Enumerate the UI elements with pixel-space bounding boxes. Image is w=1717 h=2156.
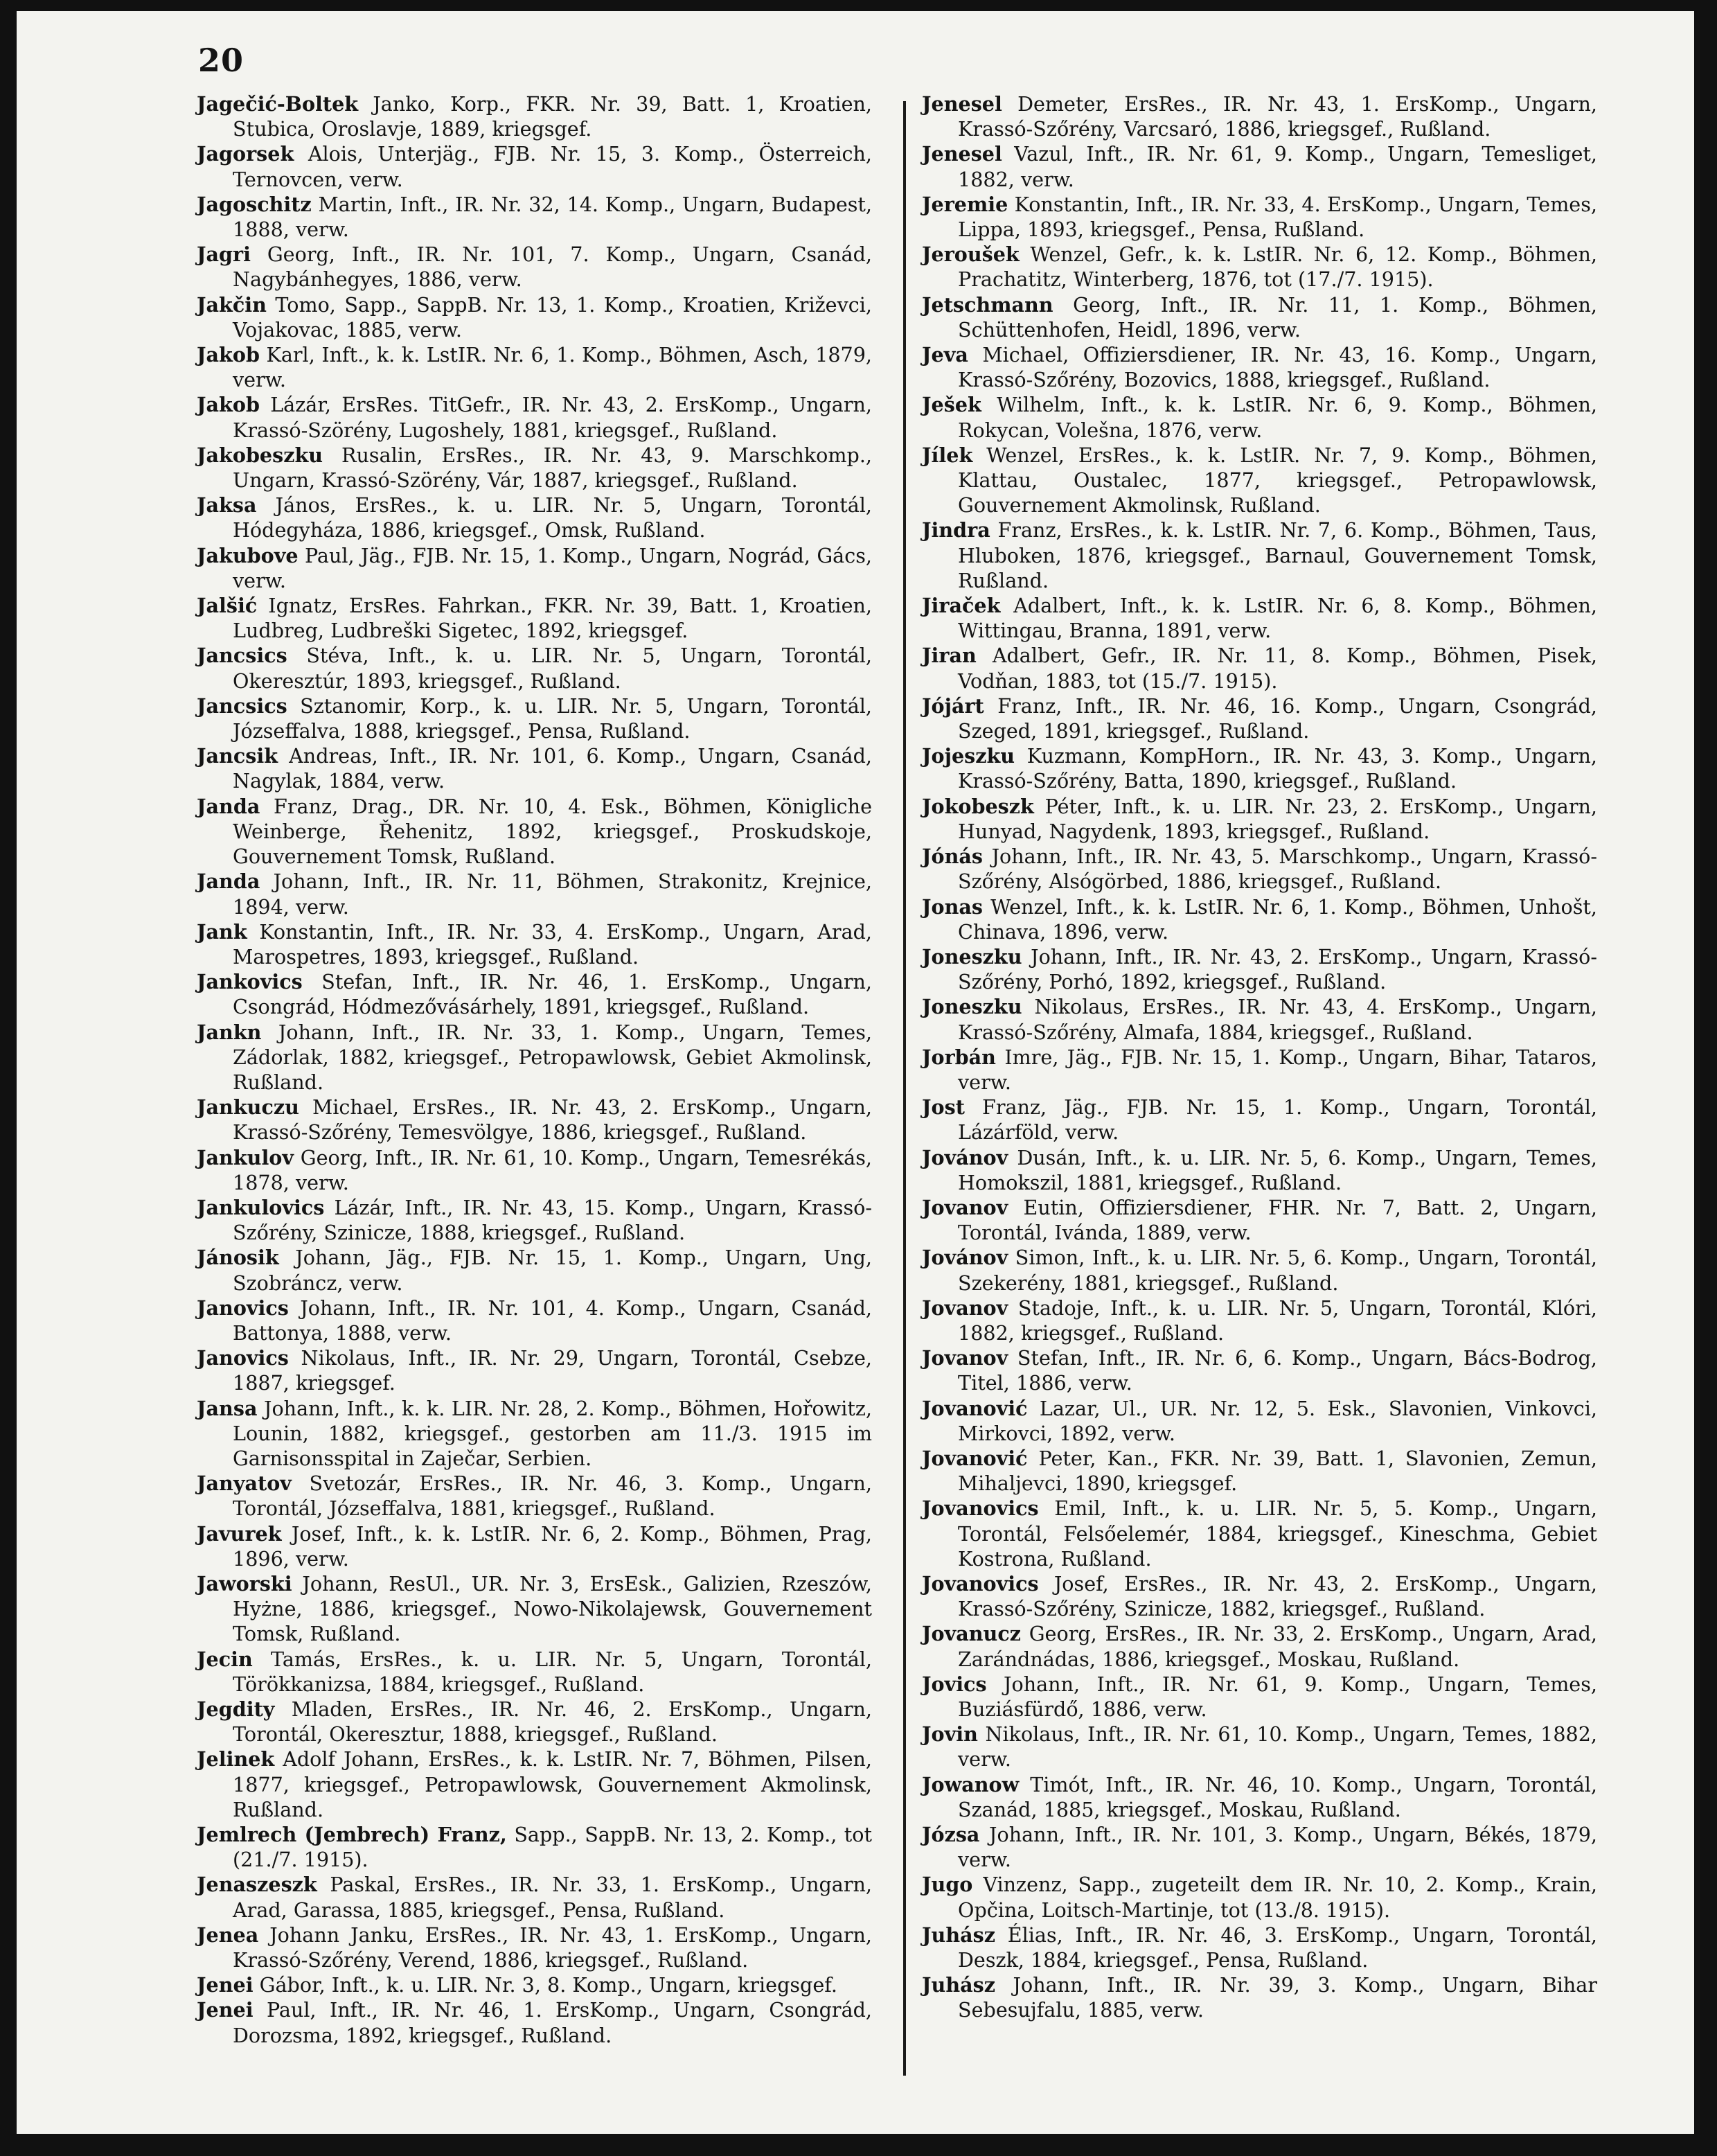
entry-details: Eutin, Offiziersdiener, FHR. Nr. 7, Batt. 2, Ungarn, Torontál, Ivánda, 1889, verw.	[958, 1195, 1598, 1245]
register-entry	[197, 643, 872, 693]
register-entry	[197, 869, 872, 919]
entry-surname: Jovanovics	[922, 1496, 1039, 1521]
register-entry	[922, 292, 1597, 342]
register-entry	[922, 392, 1597, 442]
register-entry	[922, 1345, 1597, 1395]
register-entry	[197, 141, 872, 191]
register-entry	[197, 919, 872, 969]
entry-details: Johann, ResUl., UR. Nr. 3, ErsEsk., Galizien, Rzeszów, Hyżne, 1886, kriegsgef., Nowo-Nikolajewsk, Gouvernement Tomsk, Rußland.	[233, 1571, 872, 1646]
register-entry	[922, 1772, 1597, 1822]
register-entry	[197, 1997, 872, 2047]
register-entry	[197, 543, 872, 593]
entry-surname: Jakob	[197, 393, 260, 417]
entry-surname: Jancsik	[197, 744, 278, 768]
entry-surname: Jovanovics	[922, 1571, 1039, 1596]
entry-surname: Jovin	[922, 1722, 978, 1747]
register-entry	[197, 1571, 872, 1647]
right-column	[922, 91, 1597, 2023]
entry-surname: Jindra	[922, 518, 990, 542]
entry-surname: Ješek	[922, 393, 981, 417]
register-entry	[922, 91, 1597, 141]
entry-details: Franz, Drag., DR. Nr. 10, 4. Esk., Böhmen, Königliche Weinberge, Řehenitz, 1892, kriegsgef., Proskudskoje, Gouvernement Tomsk, Rußland.	[233, 794, 872, 869]
entry-details: Georg, Inft., IR. Nr. 101, 7. Komp., Ungarn, Csanád, Nagybánhegyes, 1886, verw.	[233, 242, 873, 292]
entry-details: Adalbert, Inft., k. k. LstIR. Nr. 6, 8. Komp., Böhmen, Wittingau, Branna, 1891, verw.	[958, 594, 1597, 643]
entry-details: Simon, Inft., k. u. LIR. Nr. 5, 6. Komp., Ungarn, Torontál, Szekerény, 1881, kriegsgef., Rußland.	[958, 1246, 1597, 1295]
entry-surname: Jelinek	[197, 1747, 275, 1771]
register-entry	[922, 518, 1597, 593]
entry-surname: Joneszku	[922, 995, 1022, 1019]
register-entry	[922, 1872, 1597, 1922]
entry-details: János, ErsRes., k. u. LIR. Nr. 5, Ungarn, Torontál, Hódegyháza, 1886, kriegsgef., Omsk, Rußland.	[233, 493, 872, 542]
register-entry	[197, 1396, 872, 1472]
register-entry	[197, 1345, 872, 1395]
entry-details: Johann, Inft., IR. Nr. 101, 4. Komp., Ungarn, Csanád, Battonya, 1888, verw.	[233, 1296, 872, 1345]
register-entry	[197, 1822, 872, 1872]
entry-surname: Jánosik	[197, 1246, 279, 1270]
entry-details: Dusán, Inft., k. u. LIR. Nr. 5, 6. Komp., Ungarn, Temes, Homokszil, 1881, kriegsgef., Rußland.	[958, 1145, 1597, 1194]
register-entry	[922, 1972, 1597, 2022]
register-entry	[197, 1095, 872, 1145]
entry-details: Lazar, Ul., UR. Nr. 12, 5. Esk., Slavonien, Vinkovci, Mirkovci, 1892, verw.	[958, 1396, 1597, 1445]
entry-surname: Janda	[197, 869, 260, 894]
register-entry	[197, 1020, 872, 1095]
entry-details: Johann, Inft., IR. Nr. 61, 9. Komp., Ungarn, Temes, Buziásfürdő, 1886, verw.	[958, 1672, 1597, 1721]
register-entry	[197, 593, 872, 643]
entry-surname: Jovanović	[922, 1446, 1028, 1470]
entry-surname: Jenesel	[922, 92, 1002, 116]
entry-surname: Jaksa	[197, 493, 257, 518]
entry-details: Josef, Inft., k. k. LstIR. Nr. 6, 2. Komp., Böhmen, Prag, 1896, verw.	[233, 1521, 872, 1571]
register-entry	[922, 994, 1597, 1044]
entry-surname: Janyatov	[197, 1472, 292, 1496]
register-entry	[197, 242, 872, 292]
register-entry	[922, 1095, 1597, 1145]
entry-details: Emil, Inft., k. u. LIR. Nr. 5, 5. Komp., Ungarn, Torontál, Felsőelemér, 1884, kriegsgef., Kineschma, Gebiet Kostrona, Rußland.	[958, 1496, 1598, 1571]
entry-details: Paskal, ErsRes., IR. Nr. 33, 1. ErsKomp., Ungarn, Arad, Garassa, 1885, kriegsgef., Pensa, Rußland.	[233, 1873, 873, 1922]
register-entry	[197, 1245, 872, 1295]
entry-details: Wilhelm, Inft., k. k. LstIR. Nr. 6, 9. Komp., Böhmen, Rokycan, Volešna, 1876, verw.	[958, 393, 1598, 442]
register-entry	[197, 1872, 872, 1922]
entry-surname: Jagečić-Boltek	[197, 92, 359, 116]
entry-details: Péter, Inft., k. u. LIR. Nr. 23, 2. ErsKomp., Ungarn, Hunyad, Nagydenk, 1893, kriegsgef., Rußland.	[958, 794, 1597, 843]
entry-details: Lázár, ErsRes. TitGefr., IR. Nr. 43, 2. ErsKomp., Ungarn, Krassó-Szörény, Lugoshely, 1881, kriegsgef., Rußland.	[233, 393, 873, 442]
entry-surname: Jakob	[197, 343, 260, 367]
register-entry	[197, 794, 872, 869]
entry-surname: Jovanović	[922, 1396, 1028, 1420]
entry-surname: Jankuczu	[197, 1095, 299, 1120]
entry-details: Lázár, Inft., IR. Nr. 43, 15. Komp., Ungarn, Krassó-Szőrény, Szinicze, 1888, kriegsgef., Rußland.	[233, 1195, 872, 1245]
entry-details: Andreas, Inft., IR. Nr. 101, 6. Komp., Ungarn, Csanád, Nagylak, 1884, verw.	[233, 744, 872, 793]
entry-surname: Javurek	[197, 1521, 282, 1546]
register-entry	[922, 1296, 1597, 1345]
entry-details: Ignatz, ErsRes. Fahrkan., FKR. Nr. 39, Batt. 1, Kroatien, Ludbreg, Ludbreški Sigetec, 1892, kriegsgef.	[233, 594, 873, 643]
entry-surname: Jovanov	[922, 1195, 1008, 1219]
entry-surname: Janovics	[197, 1296, 289, 1320]
entry-details: Josef, ErsRes., IR. Nr. 43, 2. ErsKomp., Ungarn, Krassó-Szőrény, Szinicze, 1882, kriegsgef., Rußland.	[958, 1571, 1597, 1621]
entry-surname: Jagoschitz	[197, 192, 312, 216]
register-entry	[197, 1747, 872, 1822]
entry-details: Tomo, Sapp., SappB. Nr. 13, 1. Komp., Kroatien, Križevci, Vojakovac, 1885, verw.	[233, 292, 872, 342]
entry-details: Stadoje, Inft., k. u. LIR. Nr. 5, Ungarn, Torontál, Klóri, 1882, kriegsgef., Rußland.	[958, 1296, 1598, 1345]
register-entry	[197, 1145, 872, 1195]
register-entry	[197, 1647, 872, 1697]
entry-details: Johann, Inft., IR. Nr. 101, 3. Komp., Ungarn, Békés, 1879, verw.	[958, 1823, 1597, 1872]
entry-surname: Jegdity	[197, 1697, 275, 1721]
page-number: 20	[198, 42, 244, 79]
entry-details: Franz, ErsRes., k. k. LstIR. Nr. 7, 6. Komp., Böhmen, Taus, Hluboken, 1876, kriegsgef., Barnaul, Gouvernement Tomsk, Rußland.	[958, 518, 1598, 592]
entry-details: Johann, Inft., IR. Nr. 43, 5. Marschkomp., Ungarn, Krassó-Szőrény, Alsógörbed, 1886, kriegsgef., Rußland.	[958, 845, 1597, 894]
register-entry	[922, 944, 1597, 994]
register-entry	[197, 91, 872, 141]
entry-surname: Jakobeszku	[197, 443, 323, 467]
register-entry	[922, 894, 1597, 944]
register-entry	[922, 794, 1597, 844]
entry-details: Janko, Korp., FKR. Nr. 39, Batt. 1, Kroatien, Stubica, Oroslavje, 1889, kriegsgef.	[233, 92, 872, 141]
entry-surname: Jorbán	[922, 1045, 996, 1069]
register-entry	[197, 292, 872, 342]
entry-details: Timót, Inft., IR. Nr. 46, 10. Komp., Ungarn, Torontál, Szanád, 1885, kriegsgef., Moskau, Rußland.	[958, 1772, 1597, 1821]
register-entry	[197, 443, 872, 493]
entry-surname: Jagri	[197, 242, 251, 267]
entry-details: Konstantin, Inft., IR. Nr. 33, 4. ErsKomp., Ungarn, Arad, Marospetres, 1893, kriegsgef., Rußland.	[233, 919, 873, 969]
register-entry	[197, 1195, 872, 1245]
register-entry	[922, 593, 1597, 643]
entry-details: Alois, Unterjäg., FJB. Nr. 15, 3. Komp., Österreich, Ternovcen, verw.	[233, 142, 873, 191]
entry-surname: Janovics	[197, 1346, 289, 1370]
register-entry	[197, 1296, 872, 1345]
register-entry	[197, 1521, 872, 1571]
entry-details: Johann, Inft., IR. Nr. 43, 2. ErsKomp., Ungarn, Krassó-Szőrény, Porhó, 1892, kriegsgef., Rußland.	[958, 944, 1597, 994]
register-entry	[922, 1923, 1597, 1972]
register-entry	[922, 1672, 1597, 1722]
entry-details: Nikolaus, ErsRes., IR. Nr. 43, 4. ErsKomp., Ungarn, Krassó-Szőrény, Almafa, 1884, kriegsgef., Rußland.	[958, 995, 1598, 1044]
entry-details: Franz, Jäg., FJB. Nr. 15, 1. Komp., Ungarn, Torontál, Lázárföld, verw.	[958, 1095, 1597, 1145]
entry-details: Peter, Kan., FKR. Nr. 39, Batt. 1, Slavonien, Zemun, Mihaljevci, 1890, kriegsgef.	[958, 1446, 1598, 1496]
entry-surname: Jakubove	[197, 543, 299, 567]
register-entry	[922, 1822, 1597, 1872]
entry-details: Johann, Inft., k. k. LIR. Nr. 28, 2. Komp., Böhmen, Hořowitz, Lounin, 1882, kriegsgef., gestorben am 11./3. 1915 im Garnisonsspital in Zaječar, Serbien.	[233, 1396, 872, 1470]
entry-surname: Jenesel	[922, 142, 1002, 166]
register-entry	[197, 1923, 872, 1972]
entry-surname: Jalšić	[197, 594, 258, 618]
entry-surname: Jowanow	[922, 1772, 1020, 1796]
entry-surname: Jemlrech (Jembrech) Franz,	[197, 1823, 507, 1847]
entry-surname: Jecin	[197, 1647, 253, 1671]
entry-details: Georg, Inft., IR. Nr. 11, 1. Komp., Böhmen, Schüttenhofen, Heidl, 1896, verw.	[958, 292, 1597, 342]
entry-surname: Juhász	[922, 1923, 995, 1947]
entry-details: Sapp., SappB. Nr. 13, 2. Komp., tot (21./7. 1915).	[233, 1823, 873, 1872]
entry-surname: Jaworski	[197, 1571, 292, 1596]
entry-details: Mladen, ErsRes., IR. Nr. 46, 2. ErsKomp., Ungarn, Torontál, Okeresztur, 1888, kriegsgef., Rußland.	[233, 1697, 872, 1747]
entry-surname: Jovanov	[922, 1296, 1008, 1320]
entry-details: Wenzel, Inft., k. k. LstIR. Nr. 6, 1. Komp., Böhmen, Unhošt, Chinava, 1896, verw.	[958, 894, 1597, 944]
entry-details: Adalbert, Gefr., IR. Nr. 11, 8. Komp., Böhmen, Pisek, Vodňan, 1883, tot (15./7. 1915).	[958, 644, 1597, 693]
entry-details: Johann, Jäg., FJB. Nr. 15, 1. Komp., Ungarn, Ung, Szobráncz, verw.	[233, 1246, 872, 1295]
register-entry	[922, 643, 1597, 693]
entry-surname: Jojeszku	[922, 744, 1015, 768]
register-entry	[197, 969, 872, 1019]
entry-surname: Jílek	[922, 443, 973, 467]
entry-details: Stéva, Inft., k. u. LIR. Nr. 5, Ungarn, Torontál, Okeresztúr, 1893, kriegsgef., Rußland.	[233, 644, 872, 693]
entry-details: Wenzel, Gefr., k. k. LstIR. Nr. 6, 12. Komp., Böhmen, Prachatitz, Winterberg, 1876, tot (17./7. 1915).	[958, 242, 1598, 292]
entry-details: Paul, Jäg., FJB. Nr. 15, 1. Komp., Ungarn, Nográd, Gács, verw.	[233, 543, 873, 592]
register-entry	[197, 1697, 872, 1747]
register-entry	[922, 1571, 1597, 1621]
entry-details: Johann, Inft., IR. Nr. 11, Böhmen, Strakonitz, Krejnice, 1894, verw.	[233, 869, 872, 919]
entry-details: Kuzmann, KompHorn., IR. Nr. 43, 3. Komp., Ungarn, Krassó-Szőrény, Batta, 1890, kriegsgef., Rußland.	[958, 744, 1597, 793]
entry-details: Tamás, ErsRes., k. u. LIR. Nr. 5, Ungarn, Torontál, Törökkanizsa, 1884, kriegsgef., Rußland.	[233, 1647, 872, 1696]
entry-details: Georg, ErsRes., IR. Nr. 33, 2. ErsKomp., Ungarn, Arad, Zarándnádas, 1886, kriegsgef., Moskau, Rußland.	[958, 1622, 1597, 1671]
column-divider	[903, 101, 906, 2076]
entry-surname: Jost	[922, 1095, 965, 1120]
register-entry	[922, 1045, 1597, 1095]
entry-surname: Jovanucz	[922, 1622, 1021, 1646]
entry-details: Johann, Inft., IR. Nr. 39, 3. Komp., Ungarn, Bihar Sebesujfalu, 1885, verw.	[958, 1973, 1597, 2022]
entry-surname: Janda	[197, 794, 260, 818]
entry-surname: Jokobeszk	[922, 794, 1034, 818]
entry-details: Franz, Inft., IR. Nr. 46, 16. Komp., Ungarn, Csongrád, Szeged, 1891, kriegsgef., Rußland.	[958, 693, 1597, 743]
register-entry	[197, 192, 872, 242]
entry-surname: Jiraček	[922, 594, 1001, 618]
entry-surname: Jenei	[197, 1998, 253, 2022]
entry-surname: Jovánov	[922, 1246, 1008, 1270]
register-entry	[922, 1621, 1597, 1671]
register-entry	[922, 242, 1597, 292]
entry-surname: Jankulovics	[197, 1195, 325, 1219]
entry-surname: Jonas	[922, 894, 984, 919]
entry-surname: Jeroušek	[922, 242, 1020, 267]
register-entry	[922, 743, 1597, 793]
entry-details: Svetozár, ErsRes., IR. Nr. 46, 3. Komp., Ungarn, Torontál, Józseffalva, 1881, kriegsgef., Rußland.	[233, 1472, 872, 1521]
entry-surname: Jenei	[197, 1973, 253, 1997]
entry-details: Karl, Inft., k. k. LstIR. Nr. 6, 1. Komp., Böhmen, Asch, 1879, verw.	[233, 343, 873, 392]
entry-details: Rusalin, ErsRes., IR. Nr. 43, 9. Marschkomp., Ungarn, Krassó-Szörény, Vár, 1887, kriegsgef., Rußland.	[233, 443, 872, 493]
entry-surname: Jancsics	[197, 693, 287, 718]
entry-surname: Jankovics	[197, 970, 303, 994]
register-entry	[922, 693, 1597, 743]
entry-surname: Jansa	[197, 1396, 258, 1420]
document-page	[17, 11, 1694, 2134]
register-entry	[197, 392, 872, 442]
entry-details: Élias, Inft., IR. Nr. 46, 3. ErsKomp., Ungarn, Torontál, Deszk, 1884, kriegsgef., Pensa, Rußland.	[958, 1923, 1597, 1972]
entry-surname: Jeremie	[922, 192, 1008, 216]
entry-details: Nikolaus, Inft., IR. Nr. 29, Ungarn, Torontál, Csebze, 1887, kriegsgef.	[233, 1346, 872, 1395]
register-entry	[922, 1245, 1597, 1295]
register-entry	[197, 743, 872, 793]
register-entry	[922, 1722, 1597, 1771]
entry-surname: Jeva	[922, 343, 968, 367]
entry-surname: Jankulov	[197, 1145, 294, 1169]
entry-details: Adolf Johann, ErsRes., k. k. LstIR. Nr. 7, Böhmen, Pilsen, 1877, kriegsgef., Petropawlowsk, Gouvernement Akmolinsk, Rußland.	[233, 1747, 872, 1821]
entry-details: Nikolaus, Inft., IR. Nr. 61, 10. Komp., Ungarn, Temes, 1882, verw.	[958, 1722, 1597, 1771]
entry-surname: Jovánov	[922, 1145, 1008, 1169]
entry-details: Vazul, Inft., IR. Nr. 61, 9. Komp., Ungarn, Temesliget, 1882, verw.	[958, 142, 1597, 191]
entry-surname: Jovanov	[922, 1346, 1008, 1370]
entry-surname: Józsa	[922, 1823, 980, 1847]
entry-details: Stefan, Inft., IR. Nr. 46, 1. ErsKomp., Ungarn, Csongrád, Hódmezővásárhely, 1891, kriegsgef., Rußland.	[233, 970, 872, 1019]
entry-surname: Jankn	[197, 1020, 262, 1044]
entry-details: Vinzenz, Sapp., zugeteilt dem IR. Nr. 10, 2. Komp., Krain, Opčina, Loitsch-Martinje, tot (13./8. 1915).	[958, 1873, 1597, 1922]
entry-surname: Jetschmann	[922, 292, 1053, 317]
register-entry	[197, 1471, 872, 1521]
entry-details: Martin, Inft., IR. Nr. 32, 14. Komp., Ungarn, Budapest, 1888, verw.	[233, 192, 872, 242]
entry-details: Sztanomir, Korp., k. u. LIR. Nr. 5, Ungarn, Torontál, Józseffalva, 1888, kriegsgef., Pensa, Rußland.	[233, 693, 872, 743]
entry-details: Stefan, Inft., IR. Nr. 6, 6. Komp., Ungarn, Bács-Bodrog, Titel, 1886, verw.	[958, 1346, 1597, 1395]
register-entry	[922, 1195, 1597, 1245]
register-entry	[922, 1496, 1597, 1571]
entry-surname: Jagorsek	[197, 142, 294, 166]
entry-details: Konstantin, Inft., IR. Nr. 33, 4. ErsKomp., Ungarn, Temes, Lippa, 1893, kriegsgef., Pensa, Rußland.	[958, 192, 1597, 242]
register-entry	[197, 1972, 872, 1997]
entry-surname: Jugo	[922, 1873, 973, 1897]
entry-surname: Juhász	[922, 1973, 995, 1997]
register-entry	[197, 493, 872, 542]
entry-surname: Jancsics	[197, 644, 287, 668]
entry-details: Michael, ErsRes., IR. Nr. 43, 2. ErsKomp., Ungarn, Krassó-Szőrény, Temesvölgye, 1886, kriegsgef., Rußland.	[233, 1095, 872, 1145]
register-entry	[922, 1446, 1597, 1496]
register-entry	[197, 342, 872, 392]
register-entry	[922, 1396, 1597, 1446]
entry-details: Georg, Inft., IR. Nr. 61, 10. Komp., Ungarn, Temesrékás, 1878, verw.	[233, 1145, 872, 1194]
entry-surname: Jovics	[922, 1672, 987, 1696]
entry-surname: Jakčin	[197, 292, 267, 317]
entry-surname: Jójárt	[922, 693, 984, 718]
entry-surname: Jank	[197, 919, 247, 944]
register-entry	[922, 844, 1597, 894]
entry-details: Paul, Inft., IR. Nr. 46, 1. ErsKomp., Ungarn, Csongrád, Dorozsma, 1892, kriegsgef., Rußland.	[233, 1998, 873, 2047]
entry-surname: Jónás	[922, 845, 984, 869]
register-entry	[922, 443, 1597, 518]
register-entry	[922, 1145, 1597, 1195]
register-entry	[197, 693, 872, 743]
entry-details: Michael, Offiziersdiener, IR. Nr. 43, 16. Komp., Ungarn, Krassó-Szőrény, Bozovics, 1888, kriegsgef., Rußland.	[958, 343, 1597, 392]
entry-surname: Jiran	[922, 644, 977, 668]
entry-surname: Jenea	[197, 1923, 259, 1947]
entry-details: Johann, Inft., IR. Nr. 33, 1. Komp., Ungarn, Temes, Zádorlak, 1882, kriegsgef., Petropawlowsk, Gebiet Akmolinsk, Rußland.	[233, 1020, 872, 1094]
entry-details: Demeter, ErsRes., IR. Nr. 43, 1. ErsKomp., Ungarn, Krassó-Szőrény, Varcsaró, 1886, kriegsgef., Rußland.	[958, 92, 1597, 141]
left-column	[197, 91, 872, 2048]
register-entry	[922, 192, 1597, 242]
entry-details: Johann Janku, ErsRes., IR. Nr. 43, 1. ErsKomp., Ungarn, Krassó-Szőrény, Verend, 1886, kriegsgef., Rußland.	[233, 1923, 872, 1972]
register-entry	[922, 342, 1597, 392]
entry-surname: Joneszku	[922, 944, 1022, 969]
entry-details: Imre, Jäg., FJB. Nr. 15, 1. Komp., Ungarn, Bihar, Tataros, verw.	[958, 1045, 1597, 1094]
entry-details: Wenzel, ErsRes., k. k. LstIR. Nr. 7, 9. Komp., Böhmen, Klattau, Oustalec, 1877, kriegsgef., Petropawlowsk, Gouvernement Akmolinsk, Rußland.	[958, 443, 1597, 518]
register-entry	[922, 141, 1597, 191]
entry-surname: Jenaszeszk	[197, 1873, 317, 1897]
entry-details: Gábor, Inft., k. u. LIR. Nr. 3, 8. Komp., Ungarn, kriegsgef.	[259, 1973, 837, 1997]
